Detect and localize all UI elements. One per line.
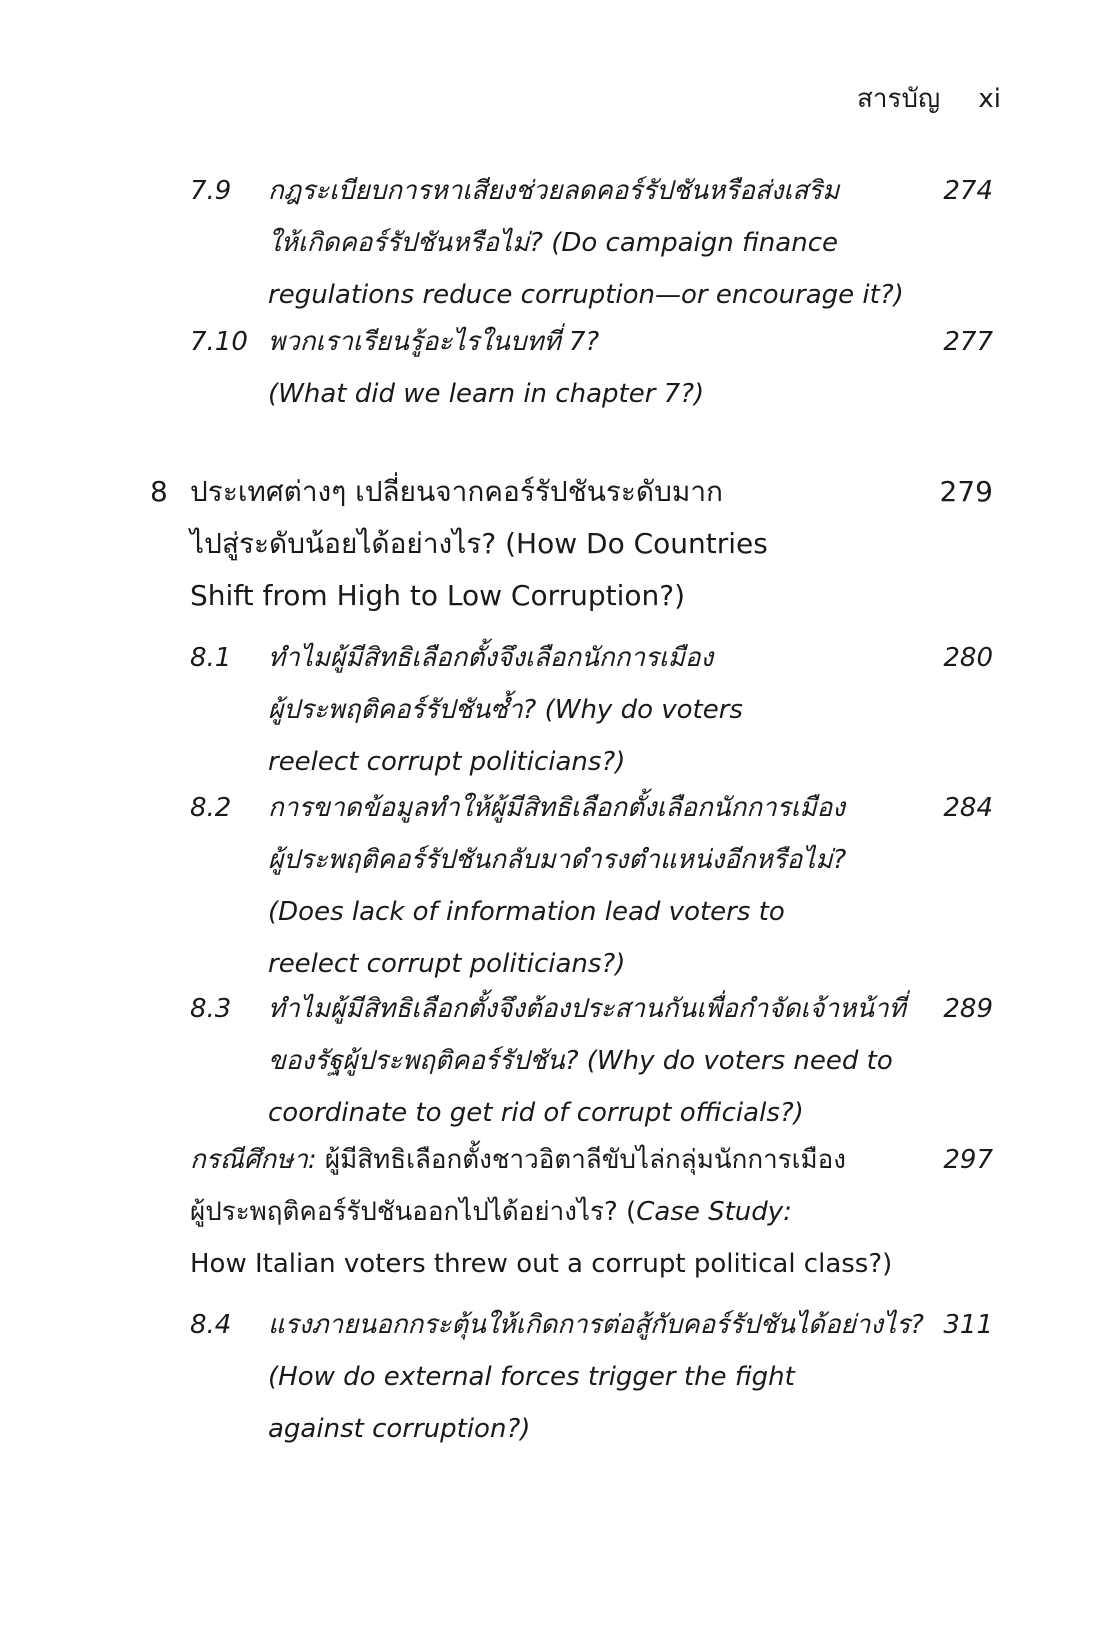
case-study-title-part: ผู้ประพฤติคอร์รัปชันออกไปได้อย่างไร? ( [190, 1197, 637, 1227]
toc-entry-page: 289 [943, 994, 993, 1024]
toc-chapter-title-line: ประเทศต่างๆ เปลี่ยนจากคอร์รัปชันระดับมาก [190, 475, 724, 508]
toc-entry-title-line: ทำไมผู้มีสิทธิเลือกตั้งจึงเลือกนักการเมือง [268, 643, 714, 673]
toc-entry-title-line: แรงภายนอกกระตุ้นให้เกิดการต่อสู้กับคอร์รัปชันได้อย่างไร? [268, 1310, 924, 1340]
toc-entry-title [268, 983, 906, 1139]
toc-entry-title-line: regulations reduce corruption—or encourage it?) [268, 280, 904, 310]
toc-entry-number: 8.1 [190, 643, 232, 673]
toc-entry-page: 280 [943, 643, 993, 673]
toc-entry-title [268, 1299, 924, 1455]
toc-entry-number: 7.9 [190, 176, 232, 206]
toc-entry-title-line: (Does lack of information lead voters to [268, 897, 785, 927]
toc-entry-title-line [190, 1134, 892, 1186]
toc-entry-title [268, 782, 846, 990]
toc-entry-page: 297 [943, 1145, 993, 1175]
toc-chapter-page: 279 [939, 475, 993, 508]
toc-entry-number: 8.4 [190, 1310, 232, 1340]
toc-entry-title-line: การขาดข้อมูลทำให้ผู้มีสิทธิเลือกตั้งเลือกนักการเมือง [268, 793, 845, 823]
toc-entry-page: 277 [943, 327, 993, 357]
toc-chapter-title [190, 466, 768, 622]
toc-entry-title [268, 165, 904, 321]
toc-entry-title-line: reelect corrupt politicians?) [268, 747, 626, 777]
toc-entry-title-line: ของรัฐผู้ประพฤติคอร์รัปชัน? (Why do voters need to [268, 1046, 893, 1076]
toc-entry-number: 7.10 [190, 327, 248, 357]
toc-entry-title-line: (What did we learn in chapter 7?) [268, 379, 705, 409]
toc-entry-title [190, 1134, 892, 1290]
toc-entry-title-line: กฎระเบียบการหาเสียงช่วยลดคอร์รัปชันหรือส่งเสริม [268, 176, 840, 206]
page-folio: xi [978, 84, 1001, 114]
toc-entry-title-line: (How do external forces trigger the fight [268, 1362, 795, 1392]
toc-chapter-title-line: ไปสู่ระดับน้อยได้อย่างไร? (How Do Countries [190, 527, 768, 560]
toc-entry-page: 311 [943, 1310, 993, 1340]
toc-entry-title [268, 316, 704, 420]
toc-chapter-title-line: Shift from High to Low Corruption?) [190, 579, 686, 612]
toc-entry-number: 8.3 [190, 994, 232, 1024]
toc-entry-title-line: against corruption?) [268, 1414, 531, 1444]
toc-entry-title-line: ผู้ประพฤติคอร์รัปชันกลับมาดำรงตำแหน่งอีกหรือไม่? [268, 845, 847, 875]
toc-chapter-number: 8 [150, 475, 168, 508]
toc-entry-title-line: reelect corrupt politicians?) [268, 949, 626, 979]
toc-entry-page: 274 [943, 176, 993, 206]
case-study-label: กรณีศึกษา: [190, 1145, 317, 1175]
running-header [857, 78, 1001, 119]
toc-entry-title-line: coordinate to get rid of corrupt officials?) [268, 1098, 804, 1128]
toc-entry-title-line: ผู้ประพฤติคอร์รัปชันซ้ำ? (Why do voters [268, 695, 743, 725]
toc-entry-title-line: ให้เกิดคอร์รัปชันหรือไม่? (Do campaign finance [268, 228, 838, 258]
toc-entry-title-line: พวกเราเรียนรู้อะไรในบทที่ 7? [268, 327, 600, 357]
toc-entry-title [268, 632, 743, 788]
toc-entry-number: 8.2 [190, 793, 232, 823]
toc-entry-title-line [190, 1186, 892, 1238]
running-header-section: สารบัญ [857, 84, 941, 114]
toc-entry-title-line: ทำไมผู้มีสิทธิเลือกตั้งจึงต้องประสานกันเพื่อกำจัดเจ้าหน้าที่ [268, 994, 906, 1024]
toc-entry-title-line: How Italian voters threw out a corrupt political class?) [190, 1249, 893, 1279]
case-study-english-label: Case Study: [636, 1197, 792, 1227]
case-study-title-part: ผู้มีสิทธิเลือกตั้งชาวอิตาลีขับไล่กลุ่มนักการเมือง [316, 1145, 846, 1175]
toc-entry-page: 284 [943, 793, 993, 823]
